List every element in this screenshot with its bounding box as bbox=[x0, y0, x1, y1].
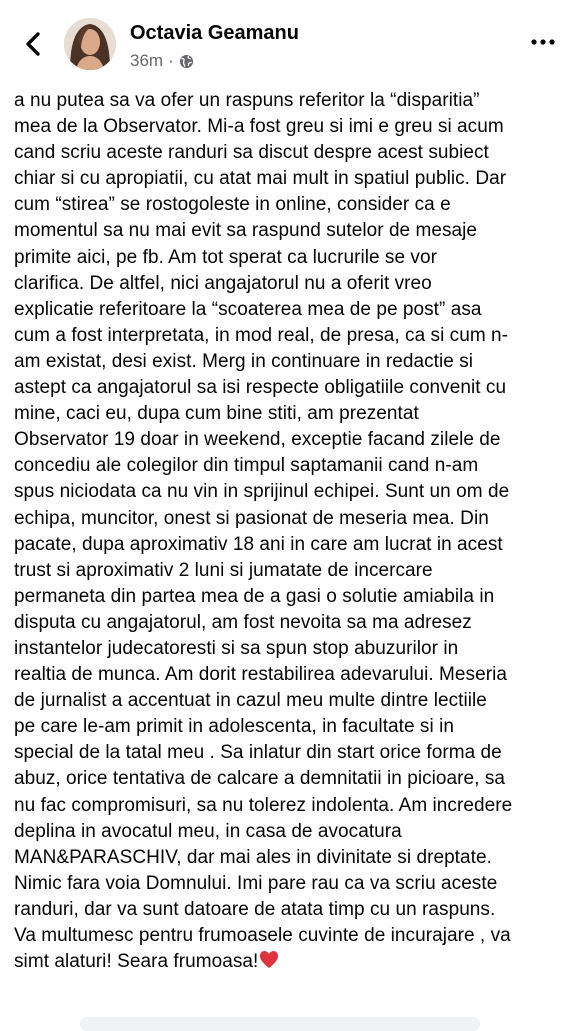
chevron-left-icon[interactable] bbox=[18, 26, 48, 62]
post-line: Observator 19 doar in weekend, exceptie facand zilele de bbox=[14, 429, 501, 451]
post-line: spus niciodata ca nu vin in sprijinul echipei. Sunt un om de bbox=[14, 481, 510, 503]
meta-separator: · bbox=[168, 51, 174, 70]
post-line: a nu putea sa va ofer un raspuns referitor la “disparitia” bbox=[14, 90, 480, 111]
post-line: mea de la Observator. Mi-a fost greu si imi e greu si acum bbox=[14, 116, 504, 138]
post-meta bbox=[130, 51, 194, 71]
post-line: instantelor judecatoresti si sa spun stop abuzurilor in bbox=[14, 637, 459, 659]
post-line: permaneta din partea mea de a gasi o solutie amiabila in bbox=[14, 585, 495, 607]
post-line: nu fac compromisuri, sa nu tolerez indolenta. Am incredere bbox=[14, 794, 513, 816]
post-line: Nimic fara voia Domnului. Imi pare rau ca va scriu aceste bbox=[14, 872, 498, 894]
post-line: echipa, muncitor, onest si pasionat de meseria mea. Din bbox=[14, 507, 489, 529]
post-line: realtia de munca. Am dorit restabilirea adevarului. Meseria bbox=[14, 664, 507, 686]
post-body bbox=[14, 88, 566, 975]
post-line: primite aici, pe fb. Am tot sperat ca lucrurile se vor bbox=[14, 246, 437, 268]
post-line: concediu ale colegilor din timpul saptamanii cand n-am bbox=[14, 455, 479, 477]
post-line: momentul sa nu mai evit sa raspund sutelor de mesaje bbox=[14, 220, 478, 242]
post-line: trust si aproximativ 2 luni si jumatate de incercare bbox=[14, 559, 433, 581]
post-line: chiar si cu apropiatii, cu atat mai mult in spatiul public. Dar bbox=[14, 168, 507, 190]
post-timestamp[interactable]: 36m bbox=[130, 51, 164, 70]
post-line: astept ca angajatorul sa isi respecte obligatiile convenit cu bbox=[14, 377, 507, 399]
post-line: mine, caci eu, dupa cum bine stiti, am prezentat bbox=[14, 403, 419, 425]
globe-icon bbox=[179, 54, 194, 69]
post-line: randuri, dar va sunt datoare de atata timp cu un raspuns. bbox=[14, 898, 496, 920]
author-name[interactable]: Octavia Geamanu bbox=[130, 22, 299, 44]
comment-bar[interactable] bbox=[80, 1017, 480, 1031]
red-heart-icon bbox=[259, 950, 279, 969]
post-line: special de la tatal meu . Sa inlatur din start orice forma de bbox=[14, 742, 502, 764]
post-header bbox=[0, 0, 576, 86]
post-line: abuz, orice tentativa de calcare a demnitatii in picioare, sa bbox=[14, 768, 505, 790]
avatar[interactable] bbox=[64, 18, 116, 70]
post-line: simt alaturi! Seara frumoasa! bbox=[14, 951, 259, 973]
more-dots-icon[interactable] bbox=[528, 30, 558, 54]
post-line: deplina in avocatul meu, in casa de avocatura bbox=[14, 820, 402, 842]
post-line: clarifica. De altfel, nici angajatorul nu a oferit vreo bbox=[14, 272, 432, 294]
post-line: cand scriu aceste randuri sa discut despre acest subiect bbox=[14, 142, 489, 164]
post-line: pacate, dupa aproximativ 18 ani in care am lucrat in acest bbox=[14, 533, 503, 555]
post-line: cum “stirea” se rostogoleste in online, consider ca e bbox=[14, 194, 451, 216]
post-line: de jurnalist a accentuat in cazul meu multe dintre lectiile bbox=[14, 690, 487, 712]
post-line: cum a fost interpretata, in mod real, de presa, ca si cum n- bbox=[14, 324, 509, 346]
post-line: Va multumesc pentru frumoasele cuvinte de incurajare , va bbox=[14, 925, 511, 946]
post-line: am existat, desi exist. Merg in continuare in redactie si bbox=[14, 350, 474, 372]
post-line: MAN&PARASCHIV, dar mai ales in divinitate si dreptate. bbox=[14, 846, 492, 868]
post-line: explicatie referitoare la “scoaterea mea de pe post” asa bbox=[14, 298, 482, 320]
post-last-line bbox=[14, 949, 566, 975]
post-line: disputa cu angajatorul, am fost nevoita sa ma adresez bbox=[14, 611, 472, 633]
post-line: pe care le-am primit in adolescenta, in facultate si in bbox=[14, 716, 454, 738]
